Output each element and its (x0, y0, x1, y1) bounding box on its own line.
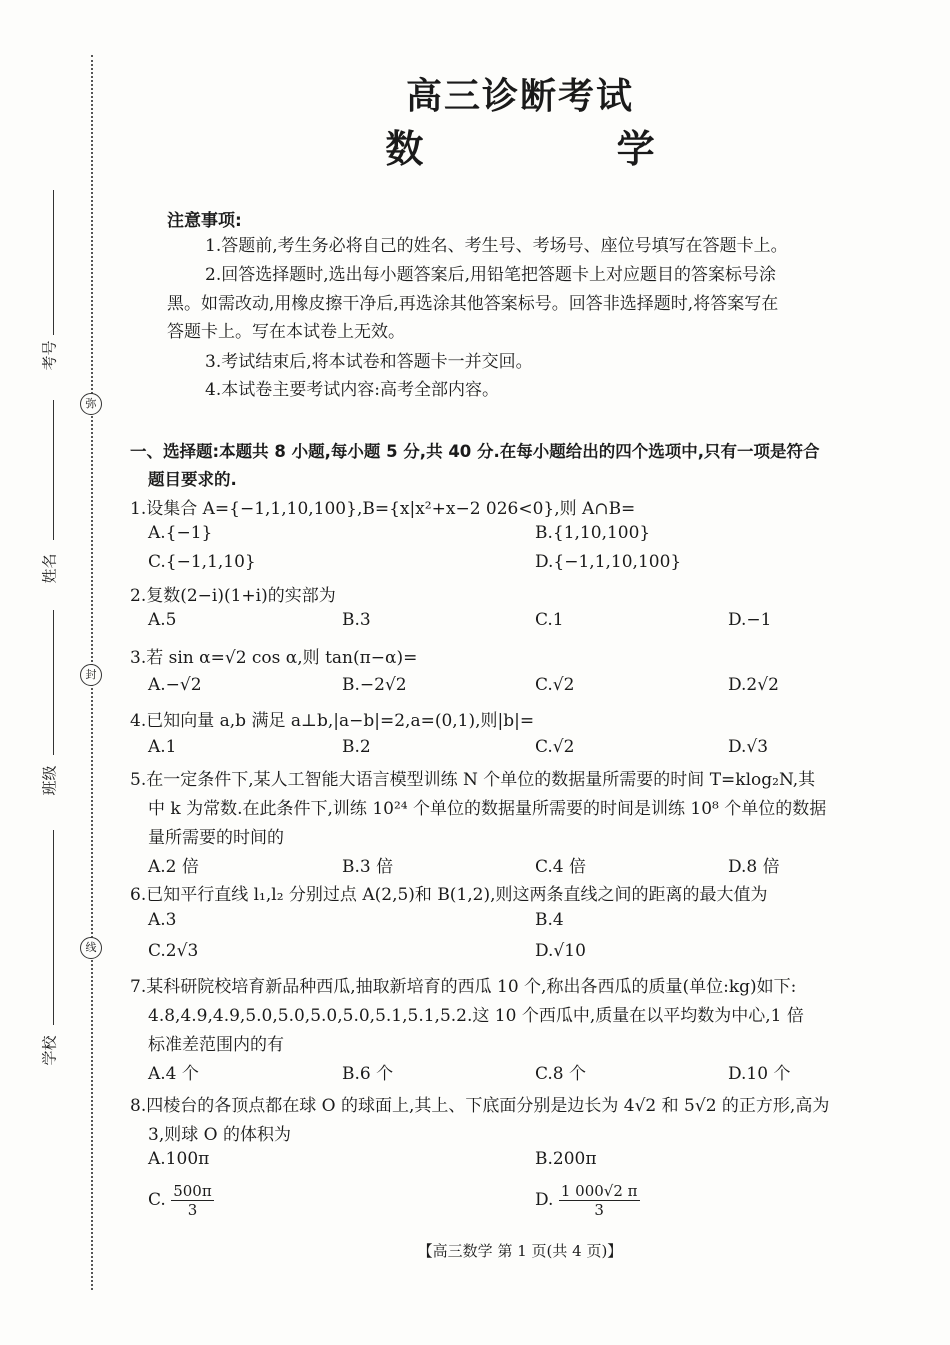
question-8-stem: 8.四棱台的各顶点都在球 O 的球面上,其上、下底面分别是边长为 4√2 和 5√2 的正方形,高为 (130, 1096, 830, 1116)
question-4-option-b: B.2 (342, 737, 371, 757)
notice-line: 答题卡上。写在本试卷上无效。 (167, 322, 405, 342)
fraction-denominator: 3 (594, 1201, 604, 1219)
class-line (53, 610, 54, 755)
question-5-stem: 5.在一定条件下,某人工智能大语言模型训练 N 个单位的数据量所需要的时间 T=klog₂N,其 (130, 770, 816, 790)
exam-title: 高三诊断考试 (405, 76, 634, 117)
school-line (53, 830, 54, 1025)
question-3-option-c: C.√2 (535, 675, 575, 695)
seal-mark-feng: 封 (80, 664, 102, 686)
question-1-option-b: B.{1,10,100} (535, 523, 651, 543)
question-5-option-b: B.3 倍 (342, 857, 394, 877)
page-footer: 【高三数学 第 1 页(共 4 页)】 (417, 1242, 623, 1260)
fraction-numerator: 500π (173, 1182, 212, 1200)
question-2-option-b: B.3 (342, 610, 371, 630)
question-2-option-a: A.5 (148, 610, 177, 630)
question-7-option-a: A.4 个 (148, 1064, 199, 1084)
question-7-stem: 7.某科研院校培育新品种西瓜,抽取新培育的西瓜 10 个,称出各西瓜的质量(单位:kg)如下: (130, 977, 797, 997)
subject-title: 数 学 (385, 127, 745, 171)
question-8-option-a: A.100π (148, 1149, 210, 1169)
question-7-option-b: B.6 个 (342, 1064, 394, 1084)
question-1-option-c: C.{−1,1,10} (148, 552, 256, 572)
question-3-option-a: A.−√2 (148, 675, 202, 695)
notice-line: 1.答题前,考生务必将自己的姓名、考生号、考场号、座位号填写在答题卡上。 (205, 236, 788, 256)
question-6-option-b: B.4 (535, 910, 564, 930)
question-8-option-d-fraction (559, 1182, 640, 1219)
class-label: 班级 (40, 765, 59, 796)
question-6-stem: 6.已知平行直线 l₁,l₂ 分别过点 A(2,5)和 B(1,2),则这两条直线之间的距离的最大值为 (130, 885, 768, 905)
name-line (53, 400, 54, 540)
question-3-stem: 3.若 sin α=√2 cos α,则 tan(π−α)= (130, 648, 418, 668)
question-4-option-a: A.1 (148, 737, 177, 757)
question-7-stem-cont: 4.8,4.9,4.9,5.0,5.0,5.0,5.0,5.1,5.1,5.2.这 10 个西瓜中,质量在以平均数为中心,1 倍 (148, 1006, 804, 1026)
notice-line: 3.考试结束后,将本试卷和答题卡一并交回。 (205, 352, 533, 372)
question-8-stem-cont: 3,则球 O 的体积为 (148, 1125, 291, 1145)
name-label: 姓名 (40, 553, 59, 584)
question-1-option-a: A.{−1} (148, 523, 213, 543)
notice-heading: 注意事项: (167, 211, 242, 231)
notice-line: 黑。如需改动,用橡皮擦干净后,再选涂其他答案标号。回答非选择题时,将答案写在 (167, 294, 779, 314)
question-1-stem: 1.设集合 A={−1,1,10,100},B={x|x²+x−2 026<0},则 A∩B= (130, 499, 636, 519)
question-7-option-c: C.8 个 (535, 1064, 587, 1084)
section-heading-cont: 题目要求的. (148, 470, 237, 489)
question-8-option-c (148, 1182, 214, 1219)
question-6-option-c: C.2√3 (148, 941, 199, 961)
question-5-option-a: A.2 倍 (148, 857, 199, 877)
question-2-stem: 2.复数(2−i)(1+i)的实部为 (130, 586, 336, 606)
question-7-option-d: D.10 个 (728, 1064, 791, 1084)
question-6-option-d: D.√10 (535, 941, 586, 961)
question-2-option-d: D.−1 (728, 610, 772, 630)
fraction-denominator: 3 (187, 1201, 198, 1219)
question-8-option-c-letter: C. (148, 1190, 166, 1210)
question-5-option-c: C.4 倍 (535, 857, 587, 877)
seal-mark-mi: 弥 (80, 393, 102, 415)
question-8-option-d (535, 1182, 640, 1219)
question-4-option-c: C.√2 (535, 737, 575, 757)
question-4-option-d: D.√3 (728, 737, 769, 757)
question-1-option-d: D.{−1,1,10,100} (535, 552, 682, 572)
question-6-option-a: A.3 (148, 910, 177, 930)
question-8-option-c-fraction (171, 1182, 214, 1219)
question-5-stem-cont: 中 k 为常数.在此条件下,训练 10²⁴ 个单位的数据量所需要的时间是训练 10⁸ 个单位的数据 (148, 799, 827, 819)
seal-mark-xian: 线 (80, 937, 102, 959)
notice-line: 2.回答选择题时,选出每小题答案后,用铅笔把答题卡上对应题目的答案标号涂 (205, 265, 777, 285)
question-4-stem: 4.已知向量 a,b 满足 a⊥b,|a−b|=2,a=(0,1),则|b|= (130, 711, 535, 731)
question-2-option-c: C.1 (535, 610, 564, 630)
notice-line: 4.本试卷主要考试内容:高考全部内容。 (205, 380, 499, 400)
question-5-stem-cont: 量所需要的时间的 (148, 828, 284, 848)
question-8-option-d-letter: D. (535, 1190, 554, 1210)
question-5-option-d: D.8 倍 (728, 857, 780, 877)
section-heading: 一、选择题:本题共 8 小题,每小题 5 分,共 40 分.在每小题给出的四个选项中,只有一项是符合 (130, 442, 820, 461)
question-3-option-b: B.−2√2 (342, 675, 407, 695)
exam-number-line (53, 190, 54, 335)
exam-number-label: 考号 (40, 340, 59, 371)
question-7-stem-cont: 标准差范围内的有 (148, 1035, 284, 1055)
fraction-numerator: 1 000√2 π (560, 1182, 638, 1200)
question-3-option-d: D.2√2 (728, 675, 779, 695)
question-8-option-b: B.200π (535, 1149, 597, 1169)
school-label: 学校 (40, 1035, 59, 1066)
